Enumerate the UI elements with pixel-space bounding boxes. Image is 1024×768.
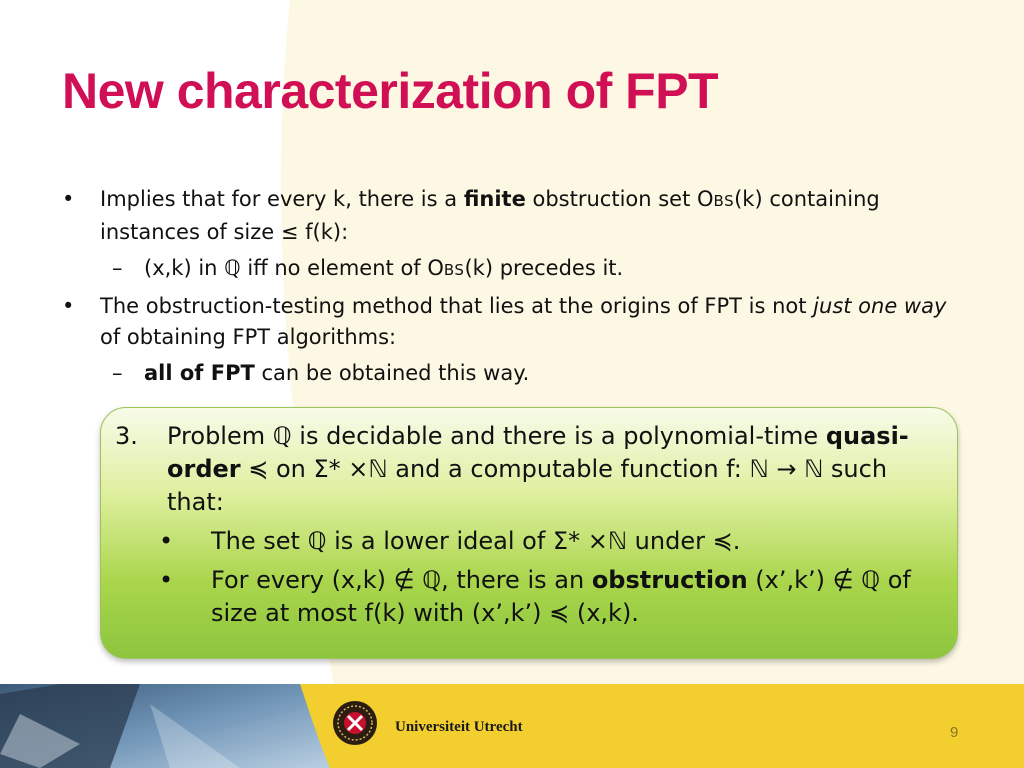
definition-sub-item-1: • The set ℚ is a lower ideal of Σ* ×ℕ under ≼. <box>115 525 945 558</box>
bullet-item-1: • Implies that for every k, there is a finite obstruction set OBS(k) containing instances of size ≤ f(k): <box>62 184 962 248</box>
definition-text: Problem ℚ is decidable and there is a polynomial-time quasi-order ≼ on Σ* ×ℕ and a computable function f: ℕ → ℕ such that: <box>167 422 909 516</box>
slide-title: New characterization of FPT <box>62 63 719 119</box>
sub-bullet-item-1: – (x,k) in ℚ iff no element of OBS(k) precedes it. <box>62 253 962 286</box>
definition-content <box>115 420 945 630</box>
definition-sub-item-2: • For every (x,k) ∉ ℚ, there is an obstruction (x’,k’) ∉ ℚ of size at most f(k) with (x’,k’) ≼ (x,k). <box>159 566 911 627</box>
bullet-marker: • <box>62 294 75 318</box>
bullet-item-2: • The obstruction-testing method that lies at the origins of FPT is not just one way of obtaining FPT algorithms: <box>62 291 962 353</box>
bullet-marker: • <box>159 566 174 594</box>
footer-photo <box>0 684 330 768</box>
university-seal-icon <box>332 700 378 746</box>
bullet-marker: • <box>62 187 75 211</box>
definition-box <box>100 407 958 659</box>
bullet-marker: • <box>159 527 174 555</box>
page-number: 9 <box>950 724 959 741</box>
item-number: 3. <box>115 422 138 450</box>
sub-bullet-item-2: – all of FPT can be obtained this way. <box>62 358 962 389</box>
dash-marker: – <box>112 256 123 280</box>
dash-marker: – <box>112 361 123 385</box>
bullet-list <box>62 184 962 394</box>
university-name: Universiteit Utrecht <box>395 719 523 735</box>
